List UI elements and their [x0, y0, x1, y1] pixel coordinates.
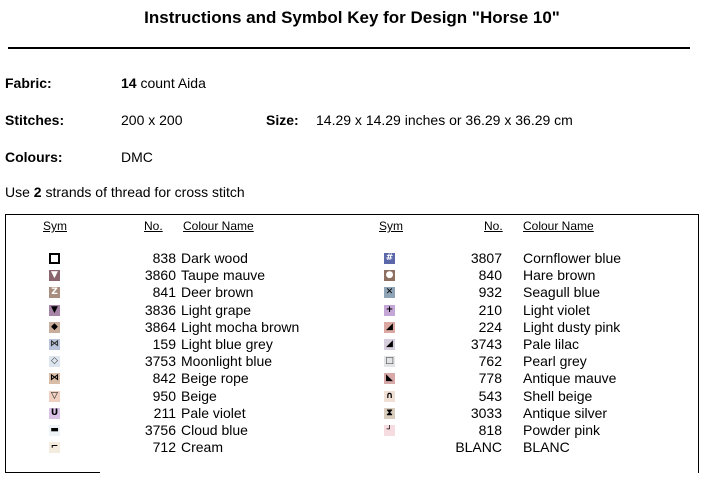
colour-name: Beige rope	[181, 370, 249, 387]
colour-number: 842	[152, 370, 176, 387]
colour-number: 3753	[144, 353, 176, 370]
header-name-left: Colour Name	[183, 219, 254, 233]
symbol-glyph: ▬	[50, 425, 59, 435]
colour-number: 950	[152, 387, 176, 404]
symbol-glyph: ◆	[51, 321, 58, 332]
symbol-glyph: ⧗	[386, 407, 393, 418]
colour-name: Cornflower blue	[523, 250, 622, 266]
colour-name: Pale violet	[181, 404, 246, 421]
colour-number: 3864	[144, 318, 176, 335]
symbol-swatch	[49, 287, 60, 298]
colour-number: 818	[478, 422, 502, 438]
colour-name: Powder pink	[523, 422, 601, 438]
colour-number: 838	[152, 250, 176, 266]
colour-name: Deer brown	[181, 284, 254, 301]
colour-name: Pearl grey	[523, 353, 587, 370]
header-sym-left: Sym	[43, 219, 67, 233]
colour-name: Light dusty pink	[523, 318, 621, 335]
symbol-glyph: U	[50, 407, 59, 418]
symbol-swatch	[384, 442, 395, 453]
strands-count: 2	[33, 184, 42, 200]
symbol-glyph: ┘	[386, 425, 393, 435]
colour-name: Dark wood	[181, 250, 248, 266]
fabric-type: count Aida	[140, 75, 206, 91]
colour-name: BLANC	[523, 439, 570, 456]
colour-name: Shell beige	[523, 387, 593, 404]
colour-name: Light blue grey	[181, 336, 273, 352]
colour-name: Antique silver	[523, 404, 608, 421]
colour-number: 712	[152, 439, 176, 456]
fabric-value	[121, 75, 206, 91]
symbol-glyph: ◇	[51, 356, 58, 367]
symbol-swatch	[384, 305, 395, 316]
colour-name: Antique mauve	[523, 370, 617, 387]
symbol-swatch	[384, 270, 395, 281]
colour-name: Pale lilac	[523, 336, 580, 352]
symbol-swatch	[384, 322, 395, 333]
size-value: 14.29 x 14.29 inches or 36.29 x 36.29 cm	[316, 112, 573, 128]
symbol-swatch	[384, 356, 395, 367]
stitches-label: Stitches:	[5, 112, 65, 128]
stitches-value: 200 x 200	[121, 112, 183, 128]
symbol-glyph: +	[385, 304, 394, 315]
colour-name: Seagull blue	[523, 284, 601, 301]
colour-name: Cloud blue	[181, 422, 248, 438]
symbol-swatch	[49, 356, 60, 367]
symbol-swatch	[49, 322, 60, 333]
colour-number: 3033	[470, 404, 502, 421]
colour-number: 3836	[144, 301, 176, 318]
symbol-glyph: ◢	[386, 339, 393, 349]
colour-name: Light violet	[523, 301, 590, 318]
colour-name: Light grape	[181, 301, 252, 318]
fabric-label: Fabric:	[5, 75, 52, 91]
header-sym-right: Sym	[379, 219, 403, 233]
colour-name: Cream	[181, 439, 224, 456]
colour-number: 210	[478, 301, 502, 318]
footer-rule	[5, 472, 100, 473]
symbol-glyph: Z	[51, 287, 58, 298]
header-no-left: No.	[144, 219, 163, 233]
header-name-right: Colour Name	[523, 219, 594, 233]
symbol-glyph: ✕	[385, 287, 394, 298]
symbol-glyph: ●	[385, 270, 394, 281]
symbol-glyph: #	[385, 253, 394, 263]
page-title: Instructions and Symbol Key for Design "Horse 10"	[144, 8, 560, 27]
colour-name: Taupe mauve	[181, 267, 266, 284]
strands-instruction	[5, 184, 245, 200]
symbol-glyph: □	[385, 356, 394, 367]
colour-name: Moonlight blue	[181, 353, 273, 370]
symbol-swatch	[49, 408, 60, 419]
symbol-swatch	[49, 442, 60, 453]
symbol-swatch	[49, 425, 60, 436]
symbol-glyph: ∩	[385, 390, 394, 401]
fabric-count: 14	[121, 75, 137, 91]
strands-post: strands of thread for cross stitch	[45, 184, 245, 200]
colour-name: Hare brown	[523, 267, 596, 284]
colour-number: 159	[152, 336, 176, 352]
colour-number: 762	[478, 353, 502, 370]
colour-number: 543	[478, 387, 502, 404]
strands-pre: Use	[5, 184, 30, 200]
symbol-swatch	[384, 373, 395, 384]
symbol-swatch	[49, 373, 60, 384]
symbol-swatch	[384, 287, 395, 298]
colour-number: 840	[478, 267, 502, 284]
symbol-swatch	[384, 391, 395, 402]
colour-name: Beige	[181, 387, 217, 404]
colours-label: Colours:	[5, 149, 63, 165]
symbol-swatch	[384, 425, 395, 436]
symbol-glyph: ⌐	[50, 442, 59, 453]
colour-number: BLANC	[455, 439, 502, 456]
symbol-swatch	[49, 305, 60, 316]
symbol-swatch	[49, 270, 60, 281]
colour-name: Light mocha brown	[181, 318, 300, 335]
colour-number: 3807	[470, 250, 502, 266]
colour-number: 224	[478, 318, 502, 335]
symbol-swatch	[49, 253, 60, 264]
colour-number: 932	[478, 284, 502, 301]
colours-value: DMC	[121, 149, 153, 165]
symbol-glyph: ▽	[51, 390, 58, 401]
symbol-swatch	[384, 253, 395, 264]
symbol-glyph: ⋈	[50, 373, 59, 384]
size-label: Size:	[266, 112, 299, 128]
header-no-right: No.	[484, 219, 503, 233]
colour-number: 3756	[144, 422, 176, 438]
symbol-swatch	[384, 408, 395, 419]
symbol-swatch	[49, 339, 60, 350]
colour-number: 211	[153, 404, 176, 421]
symbol-swatch	[384, 339, 395, 350]
symbol-glyph: ◣	[386, 373, 393, 384]
colour-number: 778	[478, 370, 502, 387]
symbol-glyph: ▼	[51, 270, 58, 281]
colour-number: 3860	[144, 267, 176, 284]
symbol-glyph: ◢	[386, 321, 393, 332]
title-rule	[8, 47, 690, 49]
colour-number: 841	[152, 284, 176, 301]
symbol-glyph: ▼	[51, 304, 58, 315]
symbol-swatch	[49, 391, 60, 402]
symbol-glyph: ⋈	[50, 339, 59, 349]
colour-number: 3743	[470, 336, 502, 352]
